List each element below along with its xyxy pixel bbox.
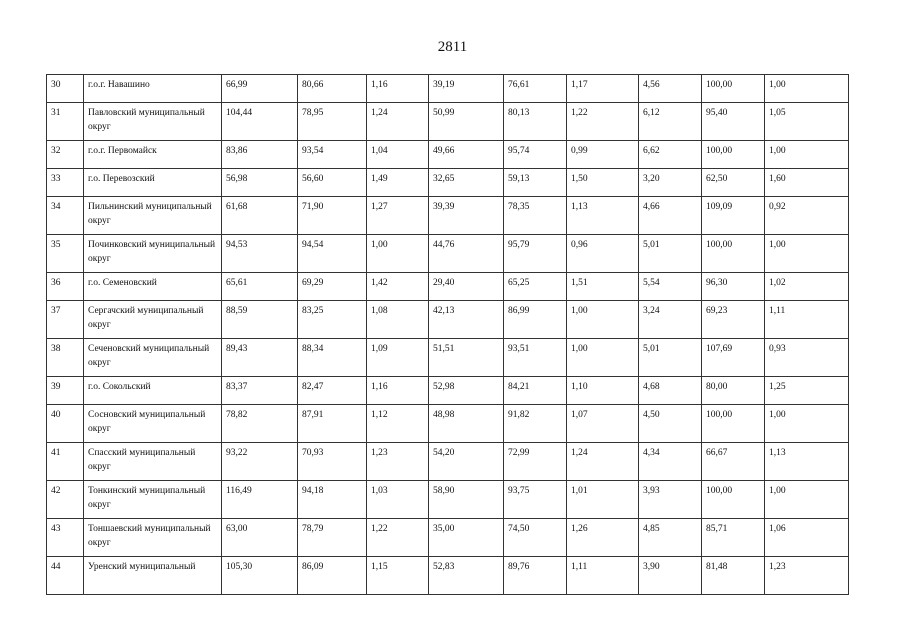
- value-cell: 59,13: [504, 169, 567, 197]
- row-number-cell: 36: [47, 273, 84, 301]
- value-cell: 96,30: [702, 273, 765, 301]
- value-cell: 1,15: [367, 557, 429, 595]
- value-cell: 39,19: [429, 75, 504, 103]
- value-cell: 1,23: [765, 557, 849, 595]
- table-row: [47, 273, 849, 301]
- value-cell: 78,95: [298, 103, 367, 141]
- value-cell: 4,34: [639, 443, 702, 481]
- value-cell: 69,23: [702, 301, 765, 339]
- value-cell: 78,79: [298, 519, 367, 557]
- value-cell: 62,50: [702, 169, 765, 197]
- value-cell: 1,08: [367, 301, 429, 339]
- value-cell: 100,00: [702, 481, 765, 519]
- value-cell: 105,30: [222, 557, 298, 595]
- value-cell: 1,00: [567, 339, 639, 377]
- value-cell: 1,00: [367, 235, 429, 273]
- row-number-cell: 41: [47, 443, 84, 481]
- row-number-cell: 38: [47, 339, 84, 377]
- row-number-cell: 34: [47, 197, 84, 235]
- value-cell: 85,71: [702, 519, 765, 557]
- value-cell: 100,00: [702, 405, 765, 443]
- table-row: [47, 75, 849, 103]
- value-cell: 65,61: [222, 273, 298, 301]
- value-cell: 6,12: [639, 103, 702, 141]
- value-cell: 86,09: [298, 557, 367, 595]
- municipality-name-cell: Сергачский муниципальный округ: [84, 301, 222, 339]
- value-cell: 1,24: [567, 443, 639, 481]
- municipality-name-cell: Павловский муниципальный округ: [84, 103, 222, 141]
- row-number-cell: 44: [47, 557, 84, 595]
- table-row: [47, 339, 849, 377]
- value-cell: 1,26: [567, 519, 639, 557]
- value-cell: 1,42: [367, 273, 429, 301]
- value-cell: 1,23: [367, 443, 429, 481]
- value-cell: 5,01: [639, 339, 702, 377]
- value-cell: 1,10: [567, 377, 639, 405]
- value-cell: 4,66: [639, 197, 702, 235]
- value-cell: 56,60: [298, 169, 367, 197]
- value-cell: 1,12: [367, 405, 429, 443]
- value-cell: 52,83: [429, 557, 504, 595]
- municipality-name-cell: Тоншаевский муниципальный округ: [84, 519, 222, 557]
- page-number: 2811: [437, 39, 468, 55]
- value-cell: 50,99: [429, 103, 504, 141]
- value-cell: 83,37: [222, 377, 298, 405]
- value-cell: 1,02: [765, 273, 849, 301]
- municipality-name-cell: Спасский муниципальный округ: [84, 443, 222, 481]
- table-row: [47, 405, 849, 443]
- value-cell: 66,99: [222, 75, 298, 103]
- value-cell: 80,66: [298, 75, 367, 103]
- municipality-name-cell: г.о.г. Первомайск: [84, 141, 222, 169]
- value-cell: 74,50: [504, 519, 567, 557]
- value-cell: 89,43: [222, 339, 298, 377]
- value-cell: 1,60: [765, 169, 849, 197]
- row-number-cell: 31: [47, 103, 84, 141]
- value-cell: 4,85: [639, 519, 702, 557]
- value-cell: 1,00: [765, 481, 849, 519]
- value-cell: 100,00: [702, 75, 765, 103]
- value-cell: 1,51: [567, 273, 639, 301]
- value-cell: 1,11: [567, 557, 639, 595]
- value-cell: 1,49: [367, 169, 429, 197]
- municipality-name-cell: Сосновский муниципальный округ: [84, 405, 222, 443]
- value-cell: 1,17: [567, 75, 639, 103]
- value-cell: 56,98: [222, 169, 298, 197]
- value-cell: 1,25: [765, 377, 849, 405]
- value-cell: 63,00: [222, 519, 298, 557]
- value-cell: 1,27: [367, 197, 429, 235]
- value-cell: 0,93: [765, 339, 849, 377]
- value-cell: 93,22: [222, 443, 298, 481]
- value-cell: 100,00: [702, 235, 765, 273]
- value-cell: 84,21: [504, 377, 567, 405]
- value-cell: 1,13: [567, 197, 639, 235]
- value-cell: 107,69: [702, 339, 765, 377]
- value-cell: 3,20: [639, 169, 702, 197]
- value-cell: 0,96: [567, 235, 639, 273]
- value-cell: 109,09: [702, 197, 765, 235]
- value-cell: 78,35: [504, 197, 567, 235]
- value-cell: 1,00: [765, 405, 849, 443]
- value-cell: 1,09: [367, 339, 429, 377]
- value-cell: 1,06: [765, 519, 849, 557]
- value-cell: 95,79: [504, 235, 567, 273]
- value-cell: 82,47: [298, 377, 367, 405]
- value-cell: 3,90: [639, 557, 702, 595]
- value-cell: 1,01: [567, 481, 639, 519]
- value-cell: 0,92: [765, 197, 849, 235]
- row-number-cell: 33: [47, 169, 84, 197]
- table-row: [47, 235, 849, 273]
- value-cell: 94,54: [298, 235, 367, 273]
- value-cell: 94,53: [222, 235, 298, 273]
- value-cell: 93,75: [504, 481, 567, 519]
- value-cell: 104,44: [222, 103, 298, 141]
- table-row: [47, 197, 849, 235]
- value-cell: 1,16: [367, 75, 429, 103]
- value-cell: 95,40: [702, 103, 765, 141]
- value-cell: 1,05: [765, 103, 849, 141]
- value-cell: 1,00: [765, 141, 849, 169]
- value-cell: 42,13: [429, 301, 504, 339]
- value-cell: 69,29: [298, 273, 367, 301]
- value-cell: 71,90: [298, 197, 367, 235]
- table-row: [47, 301, 849, 339]
- municipality-name-cell: Пильнинский муниципальный округ: [84, 197, 222, 235]
- value-cell: 66,67: [702, 443, 765, 481]
- value-cell: 49,66: [429, 141, 504, 169]
- value-cell: 81,48: [702, 557, 765, 595]
- row-number-cell: 39: [47, 377, 84, 405]
- value-cell: 58,90: [429, 481, 504, 519]
- row-number-cell: 42: [47, 481, 84, 519]
- table-row: [47, 519, 849, 557]
- value-cell: 6,62: [639, 141, 702, 169]
- value-cell: 83,25: [298, 301, 367, 339]
- data-table: [46, 74, 849, 595]
- value-cell: 72,99: [504, 443, 567, 481]
- value-cell: 1,11: [765, 301, 849, 339]
- table-row: [47, 443, 849, 481]
- municipality-name-cell: Сеченовский муниципальный округ: [84, 339, 222, 377]
- value-cell: 0,99: [567, 141, 639, 169]
- value-cell: 76,61: [504, 75, 567, 103]
- row-number-cell: 35: [47, 235, 84, 273]
- value-cell: 4,68: [639, 377, 702, 405]
- value-cell: 44,76: [429, 235, 504, 273]
- value-cell: 95,74: [504, 141, 567, 169]
- value-cell: 1,00: [765, 235, 849, 273]
- value-cell: 93,54: [298, 141, 367, 169]
- value-cell: 35,00: [429, 519, 504, 557]
- row-number-cell: 37: [47, 301, 84, 339]
- municipality-name-cell: г.о. Перевозский: [84, 169, 222, 197]
- table-body: [47, 75, 849, 595]
- value-cell: 116,49: [222, 481, 298, 519]
- value-cell: 1,50: [567, 169, 639, 197]
- value-cell: 100,00: [702, 141, 765, 169]
- value-cell: 5,01: [639, 235, 702, 273]
- value-cell: 52,98: [429, 377, 504, 405]
- row-number-cell: 40: [47, 405, 84, 443]
- value-cell: 1,04: [367, 141, 429, 169]
- value-cell: 80,13: [504, 103, 567, 141]
- municipality-name-cell: г.о.г. Навашино: [84, 75, 222, 103]
- value-cell: 1,16: [367, 377, 429, 405]
- value-cell: 80,00: [702, 377, 765, 405]
- municipality-name-cell: г.о. Сокольский: [84, 377, 222, 405]
- value-cell: 1,03: [367, 481, 429, 519]
- value-cell: 1,00: [567, 301, 639, 339]
- value-cell: 1,07: [567, 405, 639, 443]
- value-cell: 88,34: [298, 339, 367, 377]
- value-cell: 32,65: [429, 169, 504, 197]
- value-cell: 1,22: [367, 519, 429, 557]
- value-cell: 54,20: [429, 443, 504, 481]
- row-number-cell: 30: [47, 75, 84, 103]
- value-cell: 87,91: [298, 405, 367, 443]
- value-cell: 61,68: [222, 197, 298, 235]
- value-cell: 78,82: [222, 405, 298, 443]
- value-cell: 86,99: [504, 301, 567, 339]
- table-row: [47, 481, 849, 519]
- municipality-name-cell: Починковский муниципальный округ: [84, 235, 222, 273]
- value-cell: 3,24: [639, 301, 702, 339]
- value-cell: 94,18: [298, 481, 367, 519]
- value-cell: 91,82: [504, 405, 567, 443]
- table-row: [47, 169, 849, 197]
- municipality-name-cell: Тонкинский муниципальный округ: [84, 481, 222, 519]
- table-row: [47, 103, 849, 141]
- value-cell: 3,93: [639, 481, 702, 519]
- value-cell: 48,98: [429, 405, 504, 443]
- value-cell: 51,51: [429, 339, 504, 377]
- value-cell: 88,59: [222, 301, 298, 339]
- value-cell: 1,00: [765, 75, 849, 103]
- row-number-cell: 43: [47, 519, 84, 557]
- value-cell: 93,51: [504, 339, 567, 377]
- value-cell: 29,40: [429, 273, 504, 301]
- value-cell: 83,86: [222, 141, 298, 169]
- table-row: [47, 557, 849, 595]
- value-cell: 1,24: [367, 103, 429, 141]
- value-cell: 89,76: [504, 557, 567, 595]
- row-number-cell: 32: [47, 141, 84, 169]
- value-cell: 4,56: [639, 75, 702, 103]
- value-cell: 39,39: [429, 197, 504, 235]
- municipality-name-cell: Уренский муниципальный: [84, 557, 222, 595]
- value-cell: 5,54: [639, 273, 702, 301]
- value-cell: 70,93: [298, 443, 367, 481]
- table-row: [47, 377, 849, 405]
- value-cell: 65,25: [504, 273, 567, 301]
- municipality-name-cell: г.о. Семеновский: [84, 273, 222, 301]
- table-row: [47, 141, 849, 169]
- value-cell: 1,13: [765, 443, 849, 481]
- value-cell: 4,50: [639, 405, 702, 443]
- value-cell: 1,22: [567, 103, 639, 141]
